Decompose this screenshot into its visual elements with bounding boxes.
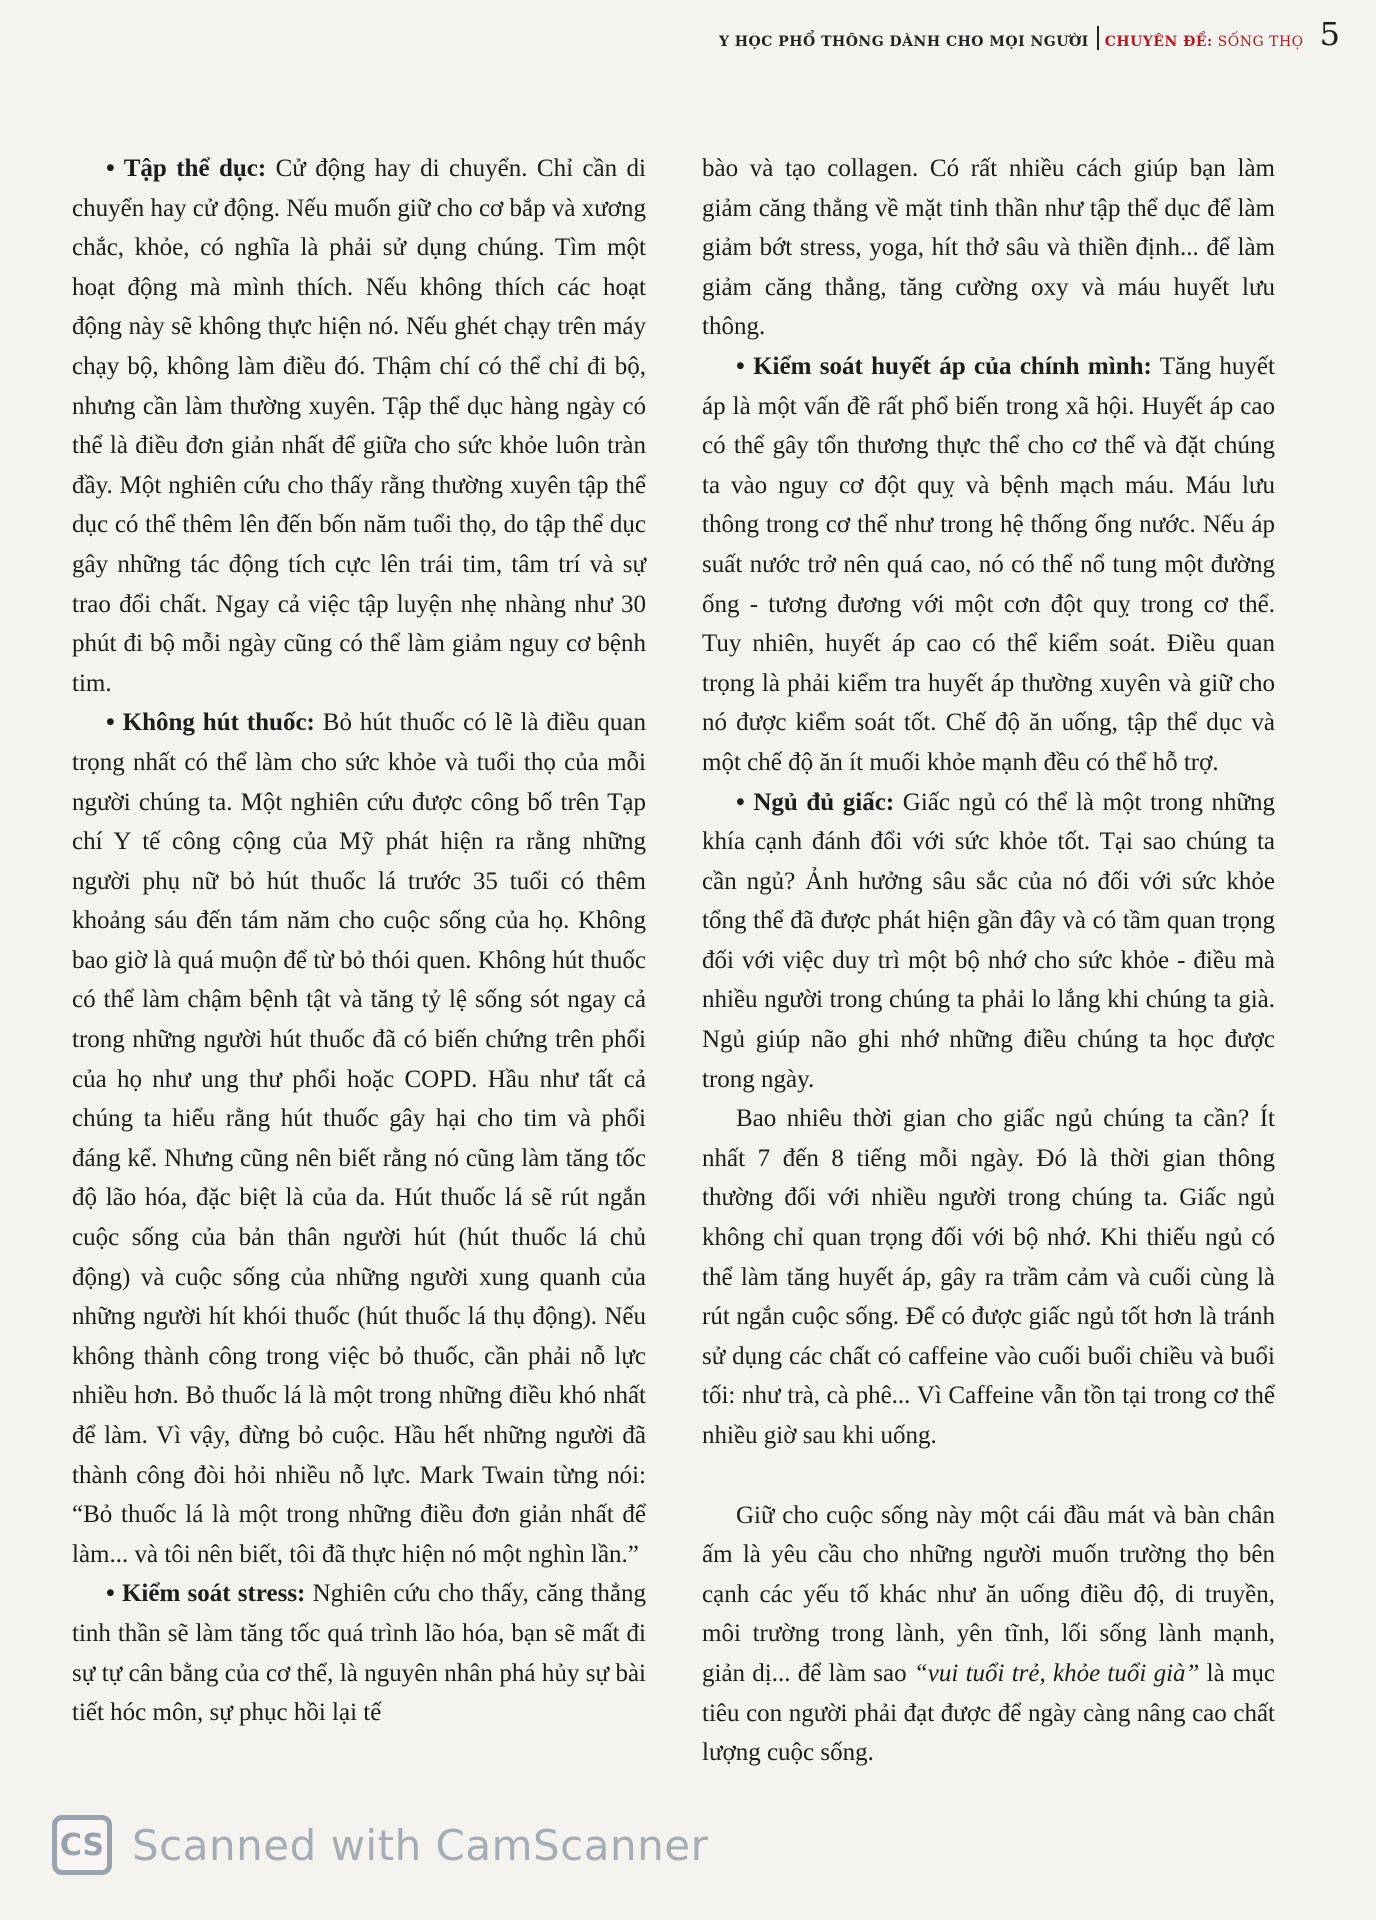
- text-blood-pressure: Tăng huyết áp là một vấn đề rất phổ biến trong xã hội. Huyết áp cao có thể gây tổn thương thực thể cho cơ thể và đặt chúng ta vào nguy cơ đột quỵ và bệnh mạch máu. Máu lưu thông trong cơ thể như trong hệ thống ống nước. Nếu áp suất nước trở nên quá cao, nó có thể nổ tung một đường ống - tương đương với một cơn đột quỵ trong cơ thể. Tuy nhiên, huyết áp cao có thể kiểm soát. Điều quan trọng là phải kiểm tra huyết áp thường xuyên và giữ cho nó được kiểm soát tốt. Chế độ ăn uống, tập thể dục và một chế độ ăn ít muối khỏe mạnh đều có thể hỗ trợ.: [702, 352, 1275, 776]
- paragraph-no-smoking: [72, 703, 646, 1574]
- section-spacer: [702, 1456, 1275, 1496]
- paragraph-sleep: [702, 783, 1275, 1100]
- heading-exercise: • Tập thể dục:: [106, 155, 267, 182]
- camscanner-logo-icon: CS: [52, 1815, 112, 1875]
- heading-stress: • Kiểm soát stress:: [106, 1580, 306, 1608]
- left-column: [72, 149, 646, 1733]
- page-header: [718, 15, 1340, 53]
- paragraph-blood-pressure: [702, 347, 1275, 783]
- text-conclusion-b: là mục tiêu con người phải đạt được để ngày càng nâng cao chất lượng cuộc sống.: [702, 1659, 1275, 1767]
- heading-sleep: • Ngủ đủ giấc:: [736, 788, 895, 816]
- heading-no-smoking: • Không hút thuốc:: [106, 709, 315, 737]
- topic-label: [1105, 34, 1304, 50]
- paragraph-exercise: [72, 149, 646, 703]
- camscanner-watermark: [52, 1815, 708, 1875]
- quote-conclusion: “vui tuổi trẻ, khỏe tuổi già”: [913, 1659, 1200, 1687]
- header-divider: [1097, 26, 1099, 50]
- publication-name: Y HỌC PHỔ THÔNG DÀNH CHO MỌI NGƯỜI: [718, 34, 1089, 50]
- paragraph-stress-continued: bào và tạo collagen. Có rất nhiều cách giúp bạn làm giảm căng thẳng về mặt tinh thần như tập thể dục để làm giảm bớt stress, yoga, hít thở sâu và thiền định... để làm giảm căng thẳng, tăng cường oxy và máu huyết lưu thông.: [702, 155, 1275, 341]
- heading-blood-pressure: • Kiểm soát huyết áp của chính mình:: [736, 352, 1152, 380]
- right-column: [702, 149, 1275, 1773]
- topic-label-value: SỐNG THỌ: [1217, 34, 1304, 50]
- topic-label-prefix: CHUYÊN ĐỀ:: [1104, 34, 1213, 50]
- paragraph-conclusion: [702, 1496, 1275, 1773]
- text-conclusion-a: Giữ cho cuộc sống này một cái đầu mát và bàn chân ấm là yêu cầu cho những người muốn trường thọ bên cạnh các yếu tố khác như ăn uống điều độ, di truyền, môi trường trong lành, yên tĩnh, lối sống lành mạnh, giản dị... để làm sao: [702, 1501, 1275, 1687]
- text-no-smoking: Bỏ hút thuốc có lẽ là điều quan trọng nhất có thể làm cho sức khỏe và tuổi thọ của mỗi người chúng ta. Một nghiên cứu được công bố trên Tạp chí Y tế công cộng của Mỹ phát hiện ra rằng những người phụ nữ bỏ hút thuốc lá trước 35 tuổi có thêm khoảng sáu đến tám năm cho cuộc sống của họ. Không bao giờ là quá muộn để từ bỏ thói quen. Không hút thuốc có thể làm chậm bệnh tật và tăng tỷ lệ sống sót ngay cả trong những người hút thuốc đã có biến chứng trên phổi của họ như ung thư phổi hoặc COPD. Hầu như tất cả chúng ta hiểu rằng hút thuốc gây hại cho tim và phổi đáng kể. Nhưng cũng nên biết rằng nó cũng làm tăng tốc độ lão hóa, đặc biệt là của da. Hút thuốc lá sẽ rút ngắn cuộc sống của bản thân người hút (hút thuốc lá chủ động) và cuộc sống của những người xung quanh của những người hít khói thuốc (hút thuốc lá thụ động). Nếu không thành công trong việc bỏ thuốc, cần phải nỗ lực nhiều hơn. Bỏ thuốc lá là một trong những điều khó nhất để làm. Vì vậy, đừng bỏ cuộc. Hầu hết những người đã thành công đòi hỏi nhiều nỗ lực. Mark Twain từng nói: “Bỏ thuốc lá là một trong những điều đơn giản nhất để làm... và tôi nên biết, tôi đã thực hiện nó một nghìn lần.”: [72, 709, 646, 1568]
- paragraph-stress: [72, 1574, 646, 1732]
- paragraph-sleep-duration: Bao nhiêu thời gian cho giấc ngủ chúng ta cần? Ít nhất 7 đến 8 tiếng mỗi ngày. Đó là thời gian thông thường đối với nhiều người trong chúng ta. Giấc ngủ không chỉ quan trọng đối với bộ nhớ. Khi thiếu ngủ có thể làm tăng huyết áp, gây ra trầm cảm và cuối cùng là rút ngắn cuộc sống. Để có được giấc ngủ tốt hơn là tránh sử dụng các chất có caffeine vào cuối buổi chiều và buổi tối: như trà, cà phê... Vì Caffeine vẫn tồn tại trong cơ thể nhiều giờ sau khi uống.: [702, 1105, 1275, 1449]
- text-sleep: Giấc ngủ có thể là một trong những khía cạnh đánh đổi với sức khỏe tốt. Tại sao chúng ta cần ngủ? Ảnh hưởng sâu sắc của nó đối với sức khỏe tổng thể đã được phát hiện gần đây và có tầm quan trọng đối với việc duy trì một bộ nhớ cho sức khỏe - điều mà nhiều người trong chúng ta phải lo lắng khi chúng ta già. Ngủ giúp não ghi nhớ những điều chúng ta học được trong ngày.: [702, 788, 1275, 1093]
- text-stress: Nghiên cứu cho thấy, căng thẳng tinh thần sẽ làm tăng tốc quá trình lão hóa, bạn sẽ mất đi sự tự cân bằng của cơ thể, là nguyên nhân phá hủy sự bài tiết hóc môn, sự phục hồi lại tế: [72, 1580, 646, 1727]
- page-number: 5: [1319, 15, 1340, 53]
- watermark-text: Scanned with CamScanner: [132, 1820, 709, 1870]
- text-exercise: Cử động hay di chuyển. Chỉ cần di chuyển hay cử động. Nếu muốn giữ cho cơ bắp và xương chắc, khỏe, có nghĩa là phải sử dụng chúng. Tìm một hoạt động mà mình thích. Nếu không thích các hoạt động này sẽ không thực hiện nó. Nếu ghét chạy trên máy chạy bộ, không làm điều đó. Thậm chí có thể chỉ đi bộ, nhưng cần làm thường xuyên. Tập thể dục hàng ngày có thể là điều đơn giản nhất để giữa cho sức khỏe luôn tràn đầy. Một nghiên cứu cho thấy rằng thường xuyên tập thể dục có thể thêm lên đến bốn năm tuổi thọ, do tập thể dục gây những tác động tích cực lên trái tim, tâm trí và sự trao đổi chất. Ngay cả việc tập luyện nhẹ nhàng như 30 phút đi bộ mỗi ngày cũng có thể làm giảm nguy cơ bệnh tim.: [72, 155, 646, 697]
